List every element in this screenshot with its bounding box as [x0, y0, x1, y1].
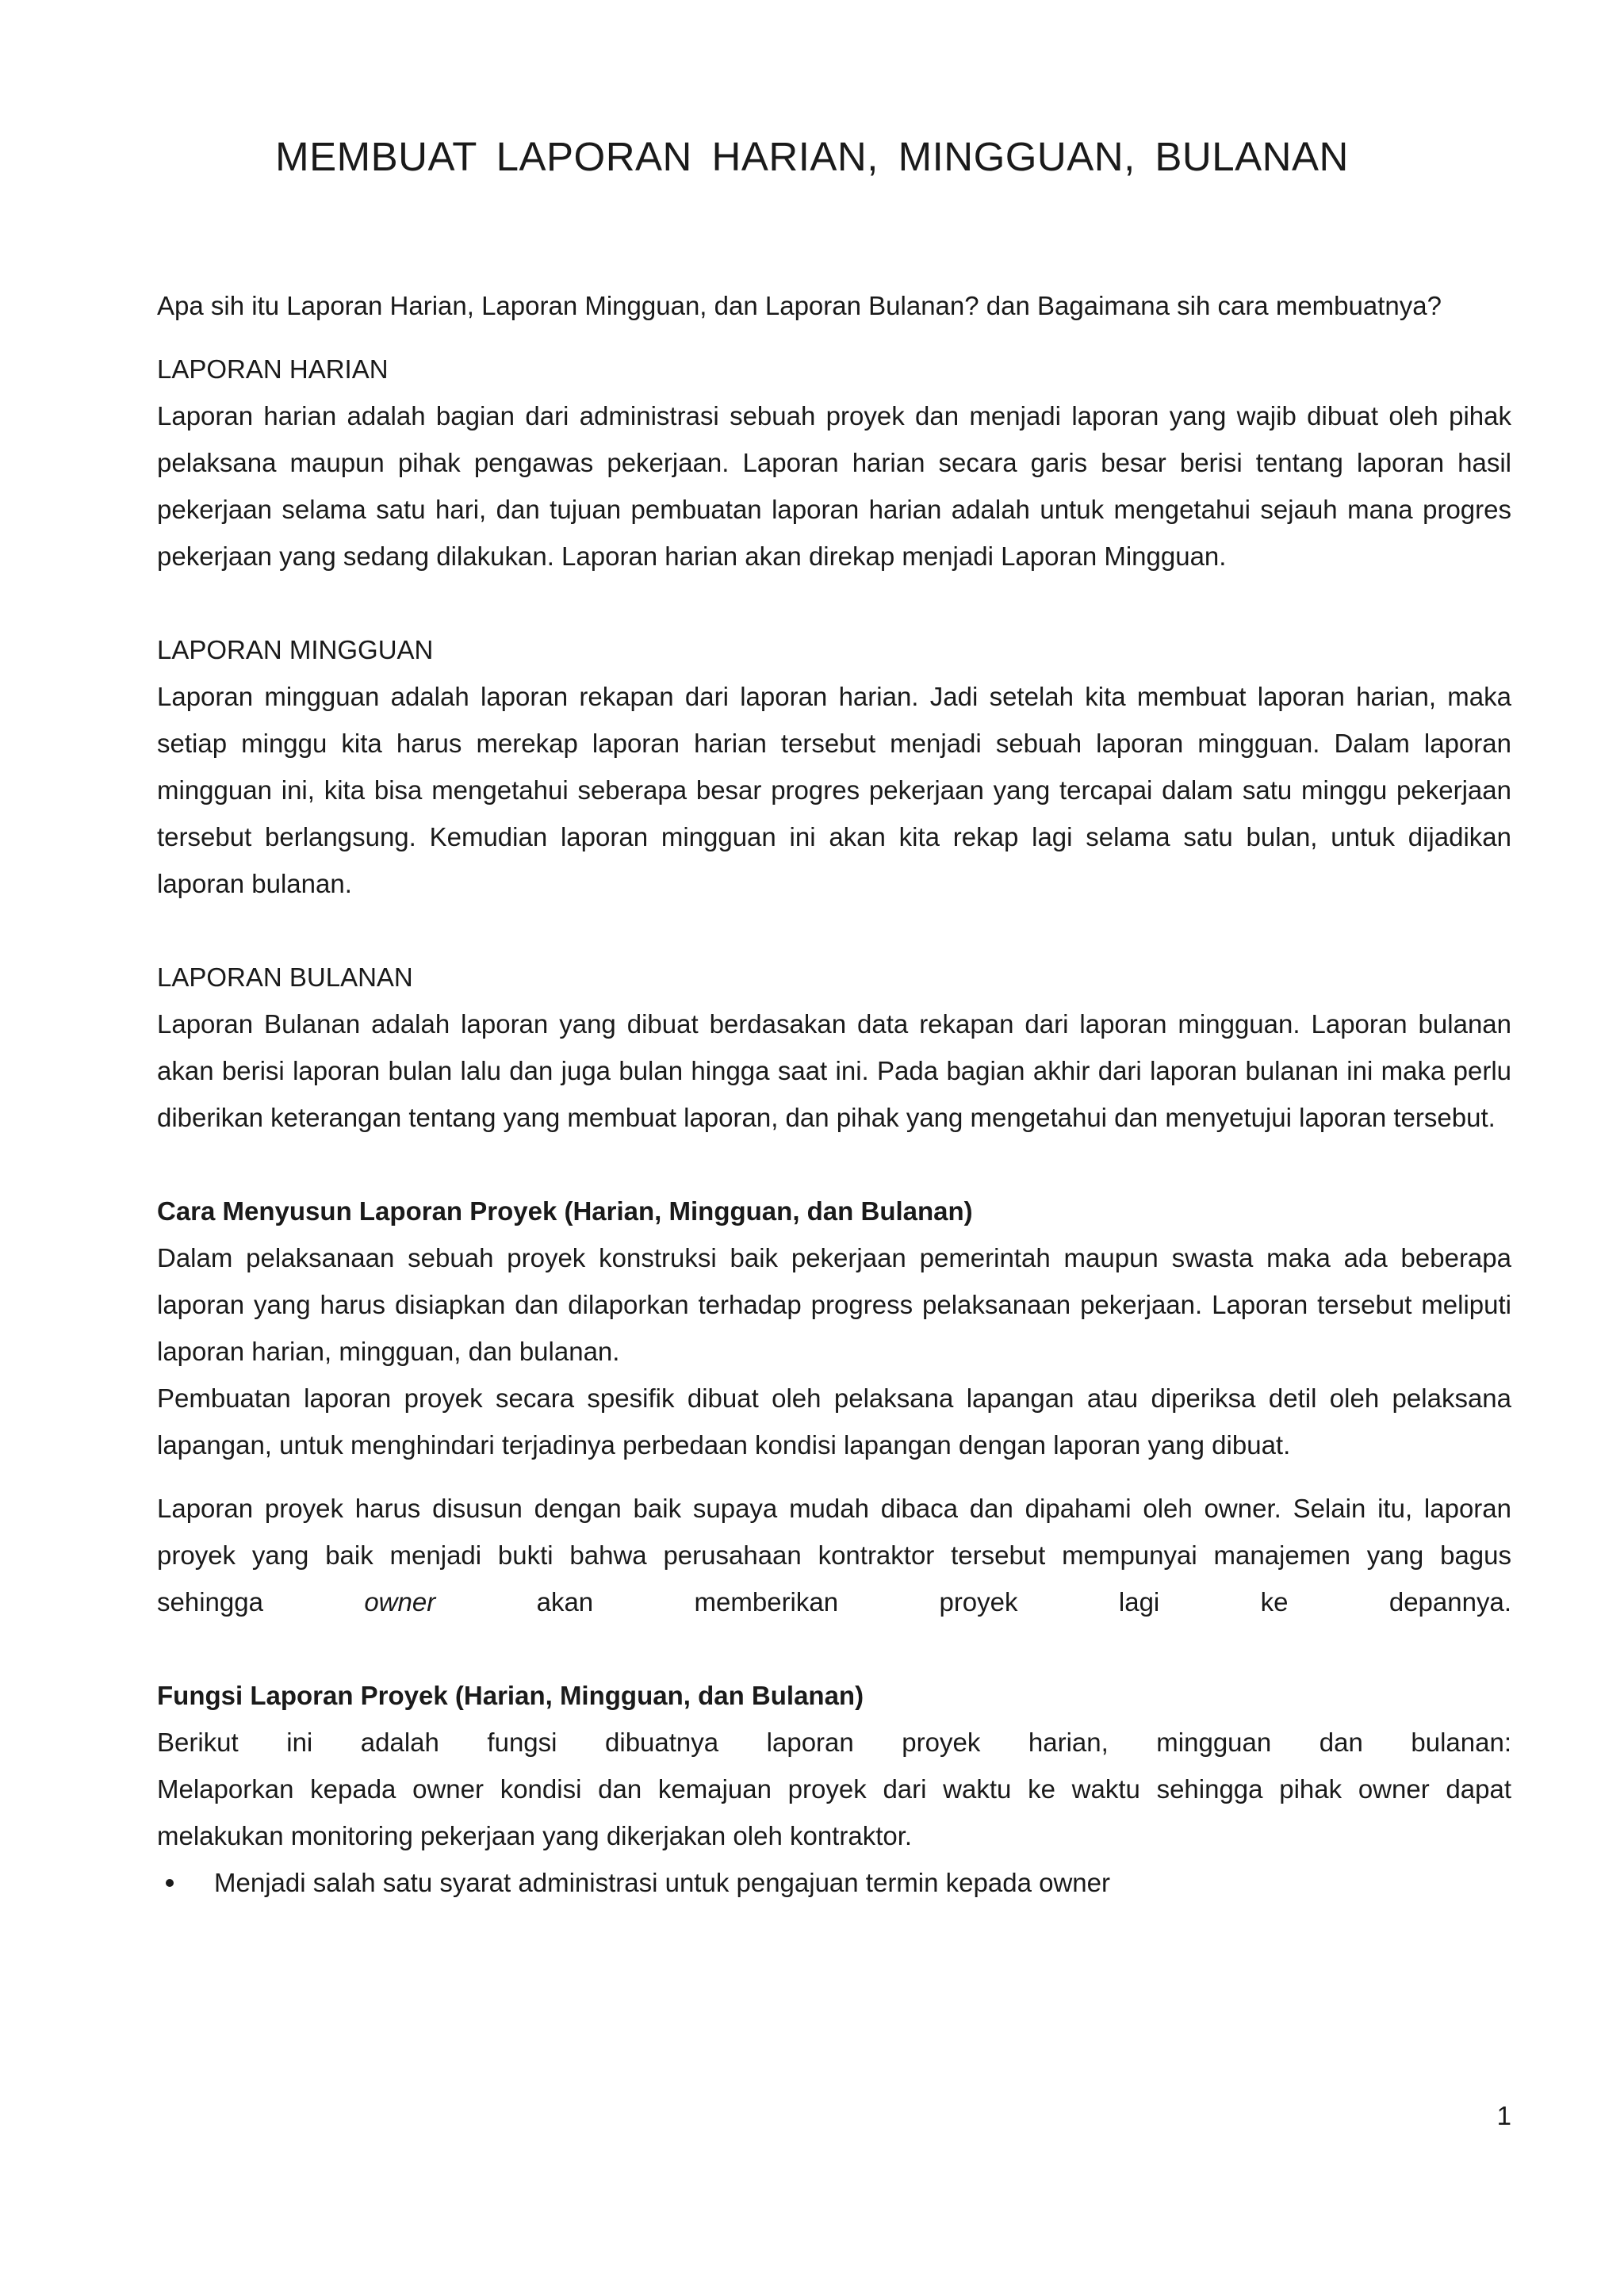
section-heading-harian: LAPORAN HARIAN: [157, 354, 389, 384]
spacer: [157, 1468, 1511, 1485]
section-heading-mingguan: LAPORAN MINGGUAN: [157, 635, 434, 664]
section-heading-bulanan: LAPORAN BULANAN: [157, 962, 413, 992]
section-text-cara-2: Pembuatan laporan proyek secara spesifik dibuat oleh pelaksana lapangan atau diperiksa detil oleh pelaksana lapangan, untuk menghindari terjadinya perbedaan kondisi lapangan dengan laporan yang dibuat.: [157, 1383, 1511, 1460]
intro-paragraph: Apa sih itu Laporan Harian, Laporan Mingguan, dan Laporan Bulanan? dan Bagaimana sih cara membuatnya?: [157, 291, 1442, 320]
document-title: MEMBUAT LAPORAN HARIAN, MINGGUAN, BULANAN: [275, 134, 1349, 179]
cara-3-text-italic: owner: [364, 1587, 436, 1617]
bullet-list: [157, 1859, 1511, 1906]
section-text-cara-3: [157, 1485, 1511, 1625]
cara-3-text-after: akan memberikan proyek lagi ke depannya.: [435, 1587, 1511, 1617]
section-text-fungsi: Melaporkan kepada owner kondisi dan kemajuan proyek dari waktu ke waktu sehingga pihak owner dapat melakukan monitoring pekerjaan yang dikerjakan oleh kontraktor.: [157, 1774, 1511, 1850]
list-item: [157, 1859, 1511, 1906]
section-text-harian: Laporan harian adalah bagian dari administrasi sebuah proyek dan menjadi laporan yang wajib dibuat oleh pihak pelaksana maupun pihak pengawas pekerjaan. Laporan harian secara garis besar berisi tentang laporan hasil pekerjaan selama satu hari, dan tujuan pembuatan laporan harian adalah untuk mengetahui sejauh mana progres pekerjaan yang sedang dilakukan. Laporan harian akan direkap menjadi Laporan Mingguan.: [157, 401, 1511, 571]
section-heading-cara: Cara Menyusun Laporan Proyek (Harian, Mingguan, dan Bulanan): [157, 1196, 973, 1226]
spacer: [157, 580, 1511, 626]
document-body: [157, 282, 1511, 1906]
section-text-bulanan: Laporan Bulanan adalah laporan yang dibuat berdasakan data rekapan dari laporan mingguan. Laporan bulanan akan berisi laporan bulan lalu dan juga bulan hingga saat ini. Pada bagian akhir dari laporan bulanan ini maka perlu diberikan keterangan tentang yang membuat laporan, dan pihak yang mengetahui dan menyetujui laporan tersebut.: [157, 1009, 1511, 1132]
section-heading-fungsi: Fungsi Laporan Proyek (Harian, Mingguan, dan Bulanan): [157, 1681, 864, 1710]
cara-3-text-before: Laporan proyek harus disusun dengan baik supaya mudah dibaca dan dipahami oleh owner. Selain itu, laporan proyek yang baik menjadi bukti bahwa perusahaan kontraktor tersebut mempunyai manajemen yang bagus sehingga: [157, 1494, 1511, 1617]
spacer: [157, 1625, 1511, 1672]
bullet-icon: [166, 1879, 174, 1887]
section-lead-fungsi: Berikut ini adalah fungsi dibuatnya laporan proyek harian, mingguan dan bulanan:: [157, 1728, 1511, 1757]
spacer: [157, 1141, 1511, 1188]
list-item-text: Menjadi salah satu syarat administrasi untuk pengajuan termin kepada owner: [214, 1868, 1110, 1897]
spacer: [157, 329, 1511, 346]
page-number: 1: [1496, 2101, 1511, 2130]
section-text-cara-1: Dalam pelaksanaan sebuah proyek konstruksi baik pekerjaan pemerintah maupun swasta maka ada beberapa laporan yang harus disiapkan dan dilaporkan terhadap progress pelaksanaan pekerjaan. Laporan tersebut meliputi laporan harian, mingguan, dan bulanan.: [157, 1243, 1511, 1366]
section-text-mingguan: Laporan mingguan adalah laporan rekapan dari laporan harian. Jadi setelah kita membuat laporan harian, maka setiap minggu kita harus merekap laporan harian tersebut menjadi sebuah laporan mingguan. Dalam laporan mingguan ini, kita bisa mengetahui seberapa besar progres pekerjaan yang tercapai dalam satu minggu pekerjaan tersebut berlangsung. Kemudian laporan mingguan ini akan kita rekap lagi selama satu bulan, untuk dijadikan laporan bulanan.: [157, 682, 1511, 898]
spacer: [157, 907, 1511, 954]
